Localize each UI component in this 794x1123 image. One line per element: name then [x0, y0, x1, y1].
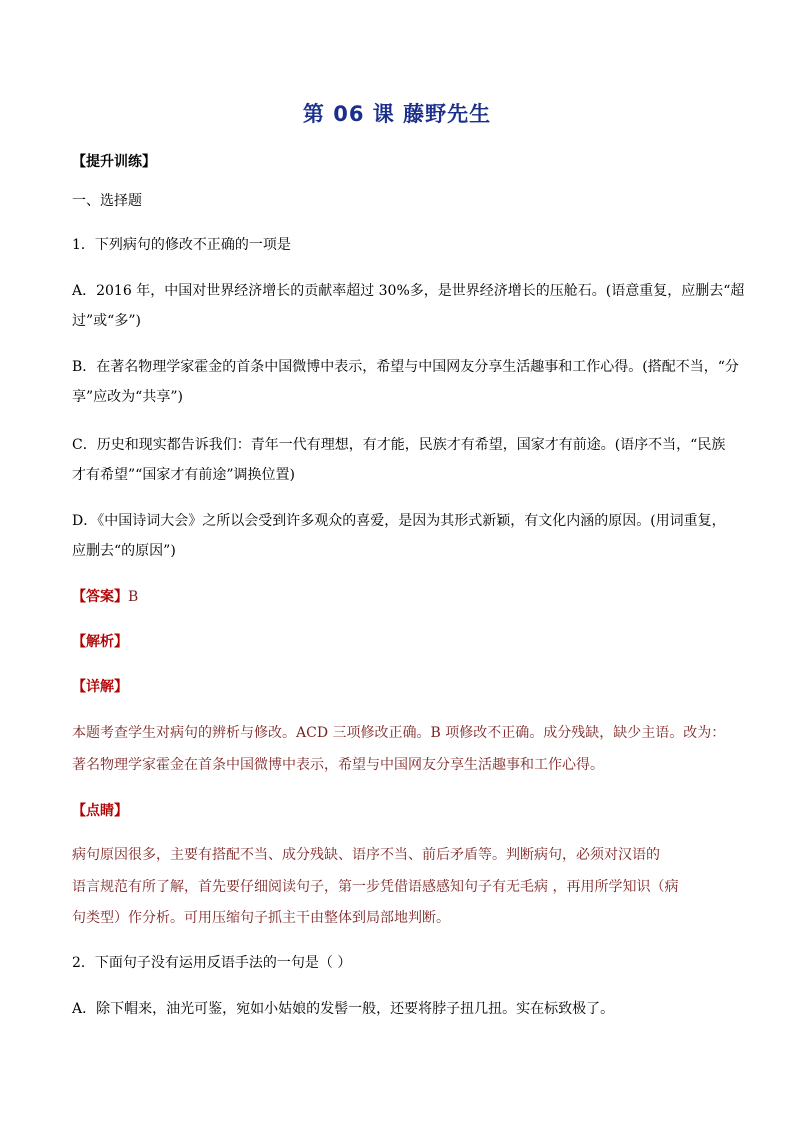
question-1-option-d-line-2: 应删去“的原因”): [72, 543, 176, 559]
answer-row: [72, 582, 732, 612]
question-1-option-b-line-1: B．在著名物理学家霍金的首条中国微博中表示，希望与中国网友分享生活趣事和工作心得。(搭配不当，“分: [72, 359, 739, 375]
question-1-option-c-line-1: C．历史和现实都告诉我们：青年一代有理想，有才能，民族才有希望，国家才有前途。(语序不当，“民族: [72, 437, 726, 453]
question-1-option-b-line-2: 享”应改为“共享”): [72, 389, 183, 405]
question-1-option-a-line-2: 过”或“多”): [72, 313, 141, 329]
tip-label: 【点睛】: [72, 803, 128, 819]
question-2-option-a: A．除下帽来，油光可鉴，宛如小姑娘的发髻一般，还要将脖子扭几扭。实在标致极了。: [72, 1001, 615, 1017]
tip-line-1: 病句原因很多，主要有搭配不当、成分残缺、语序不当、前后矛盾等。判断病句，必须对汉语的: [72, 847, 660, 863]
detail-label: 【详解】: [72, 679, 128, 695]
question-1-option-a-line-1: A．2016 年，中国对世界经济增长的贡献率超过 30%多，是世界经济增长的压舱石。(语意重复，应删去“超: [72, 283, 745, 299]
section-header: 【提升训练】: [72, 154, 156, 170]
analysis-label: 【解析】: [72, 634, 128, 650]
answer-value: B: [128, 589, 139, 605]
detail-line-1: 本题考查学生对病句的辨析与修改。ACD 三项修改正确。B 项修改不正确。成分残缺，缺少主语。改为：: [72, 725, 726, 741]
question-2-stem: 2．下面句子没有运用反语手法的一句是（ ）: [72, 955, 352, 971]
section-type: 一、选择题: [72, 193, 142, 209]
tip-line-3: 句类型）作分析。可用压缩句子抓主干由整体到局部地判断。: [72, 910, 450, 926]
page-title: 第 06 课 藤野先生: [302, 102, 492, 126]
answer-label: 【答案】: [72, 589, 128, 605]
question-1-stem: 1．下列病句的修改不正确的一项是: [72, 237, 291, 253]
tip-line-2: 语言规范有所了解，首先要仔细阅读句子，第一步凭借语感感知句子有无毛病 ，再用所学知识（病: [72, 879, 679, 895]
question-1-option-c-line-2: 才有希望”“国家才有前途”调换位置): [72, 467, 295, 483]
detail-line-2: 著名物理学家霍金在首条中国微博中表示，希望与中国网友分享生活趣事和工作心得。: [72, 757, 604, 773]
question-1-option-d-line-1: D．《中国诗词大会》之所以会受到许多观众的喜爱，是因为其形式新颖，有文化内涵的原因。(用词重复，: [72, 513, 726, 529]
